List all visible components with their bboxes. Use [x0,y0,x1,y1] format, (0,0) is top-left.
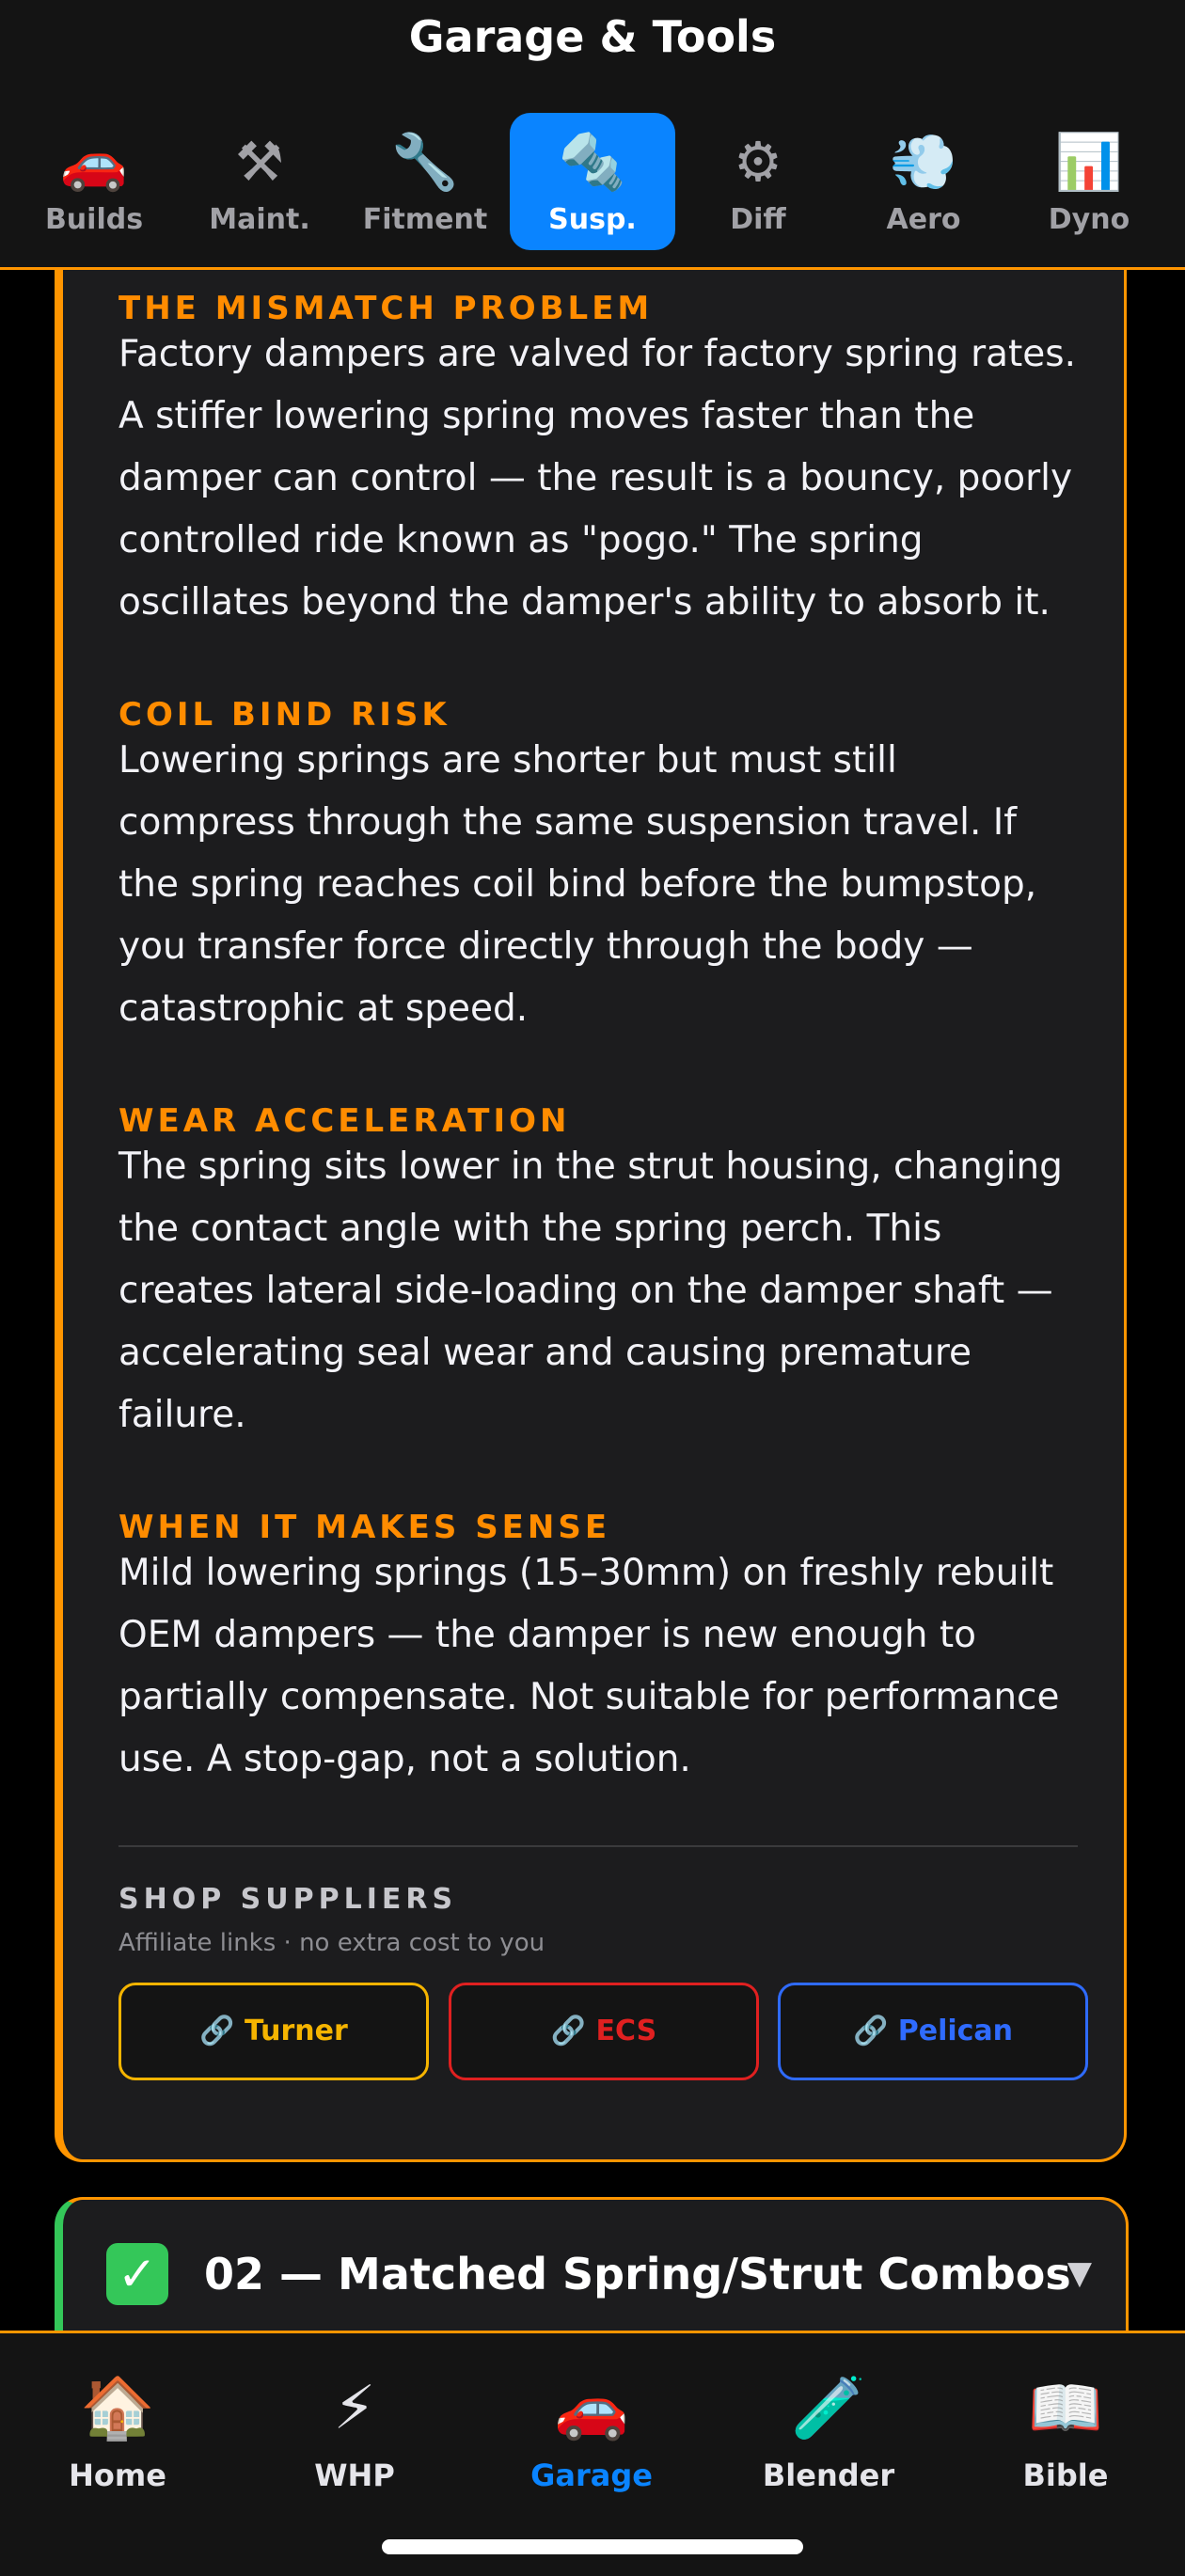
section-body: Mild lowering springs (15–30mm) on freshly rebuilt OEM dampers — the damper is new enough to partially compensate. Not suitable for performance use. A stop-gap, not a solution. [118,1552,1060,1780]
tab-dyno[interactable] [1006,113,1172,250]
tab-fitment[interactable] [342,113,508,250]
divider [118,1845,1078,1847]
tab-label: Aero [886,203,961,236]
car-icon: 🚗 [59,130,129,194]
test-tube-icon: 🧪 [791,2374,866,2443]
nav-garage[interactable] [488,2373,695,2493]
turner-link-button[interactable]: 🔗 Turner [118,1983,429,2080]
tab-label: Susp. [548,203,637,236]
nut-bolt-icon: 🔩 [558,130,627,194]
book-icon: 📖 [1028,2374,1103,2443]
matched-combos-card[interactable] [55,2197,1129,2331]
category-tabs [11,113,1174,250]
check-mark-icon: ✓ [106,2243,168,2305]
hammer-pick-icon: ⚒ [235,130,284,194]
pelican-link-button[interactable]: 🔗 Pelican [778,1983,1088,2080]
car-icon: 🚗 [554,2374,629,2443]
section-body: Factory dampers are valved for factory spring rates. A stiffer lowering spring moves faster than the damper can control — the result is a bouncy, poorly controlled ride known as "pogo." The spring oscillates beyond the damper's ability to absorb it. [118,333,1077,624]
ecs-link-button[interactable]: 🔗 ECS [449,1983,759,2080]
section-body: Lowering springs are shorter but must still compress through the same suspension travel. If the spring reaches coil bind before the bumpstop, you transfer force directly through the body — catastrophic at speed. [118,739,1037,1030]
tab-label: Dyno [1048,203,1130,236]
dash-wind-icon: 💨 [889,130,958,194]
section-heading: WHEN IT MAKES SENSE [118,1509,611,1546]
section-heading: THE MISMATCH PROBLEM [118,290,654,327]
wrench-icon: 🔧 [390,130,460,194]
nav-label: Garage [530,2457,653,2493]
tab-label: Maint. [209,203,310,236]
shop-suppliers-title: SHOP SUPPLIERS [118,1883,458,1916]
nav-label: WHP [314,2457,395,2493]
tab-maint[interactable] [177,113,342,250]
gear-icon: ⚙ [734,130,782,194]
tab-label: Diff [730,203,786,236]
section-heading: COIL BIND RISK [118,696,450,734]
tab-susp[interactable] [510,113,675,250]
lightning-icon: ⚡ [333,2374,376,2443]
nav-bible[interactable] [962,2373,1169,2493]
top-header [0,0,1185,270]
nav-home[interactable] [14,2373,221,2493]
tab-builds[interactable] [11,113,177,250]
tab-diff[interactable] [675,113,841,250]
nav-label: Bible [1022,2457,1109,2493]
section-heading: WEAR ACCELERATION [118,1102,571,1140]
nav-label: Home [69,2457,166,2493]
nav-label: Blender [762,2457,895,2493]
shop-suppliers-subtitle: Affiliate links · no extra cost to you [118,1929,545,1957]
content-scroll-area[interactable] [0,270,1185,2331]
section-body: The spring sits lower in the strut housing, changing the contact angle with the spring perch. This creates lateral side-loading on the damper shaft — accelerating seal wear and causing premature failure. [118,1146,1063,1436]
tab-label: Fitment [362,203,488,236]
home-indicator[interactable] [382,2539,803,2554]
info-card [55,270,1127,2162]
tab-label: Builds [44,203,144,236]
nav-whp[interactable] [251,2373,458,2493]
card-title: 02 — Matched Spring/Strut Combos [204,2249,1071,2299]
chevron-down-icon[interactable]: ▼ [1066,2254,1092,2292]
nav-blender[interactable] [725,2373,932,2493]
tab-aero[interactable] [841,113,1006,250]
page-title: Garage & Tools [408,11,777,62]
bar-chart-icon: 📊 [1054,130,1124,194]
house-icon: 🏠 [80,2374,155,2443]
